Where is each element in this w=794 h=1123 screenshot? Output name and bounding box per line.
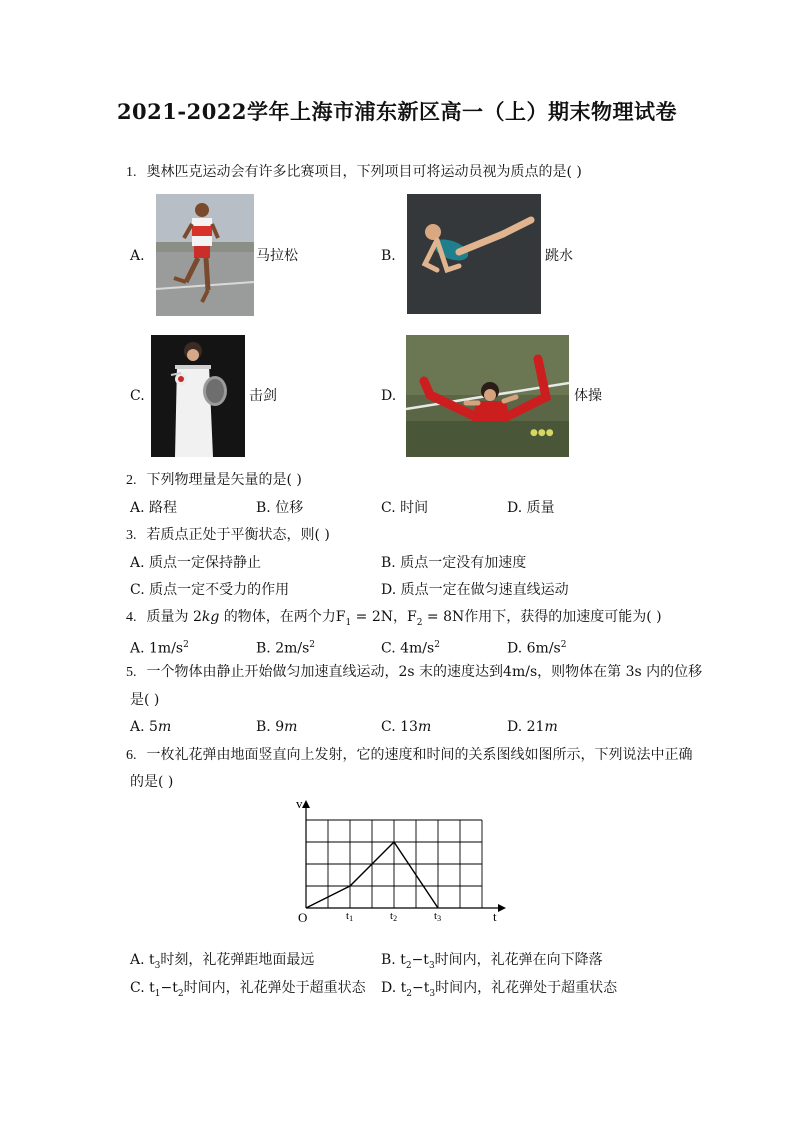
marathon-photo xyxy=(156,194,254,316)
question-text: 下列物理量是矢量的是( ) xyxy=(146,472,302,488)
fencing-photo xyxy=(151,335,245,457)
option-text: 击剑 xyxy=(249,388,277,404)
question-number: 4. xyxy=(126,610,137,625)
option-a: A. 路程 xyxy=(130,500,178,516)
question-number: 5. xyxy=(126,665,137,680)
question-6 xyxy=(126,745,693,766)
option-d: D. $t_2-t_3$时间内，礼花弹处于超重状态 xyxy=(381,980,618,999)
option-letter: C. xyxy=(130,388,145,404)
question-text: 若质点正处于平衡状态，则( ) xyxy=(146,527,330,543)
question-5 xyxy=(126,662,702,683)
page-title: 2021-2022学年上海市浦东新区高一（上）期末物理试卷 xyxy=(116,99,678,124)
option-d: D. 质量 xyxy=(507,500,555,516)
option-c: C. 质点一定不受力的作用 xyxy=(130,582,290,598)
question-text: 一个物体由静止开始做匀加速直线运动，2s 末的速度达到4m/s，则物体在第 3s 内的位移 xyxy=(146,664,703,680)
x-tick-label: t3 xyxy=(434,910,442,923)
x-axis-label: t xyxy=(493,909,497,924)
gymnastics-photo xyxy=(406,335,569,457)
option-b: B. $2m/s^2$ xyxy=(256,640,316,657)
question-text: 一枚礼花弹由地面竖直向上发射，它的速度和时间的关系图线如图所示，下列说法中正确 xyxy=(146,747,693,763)
x-axis-arrow xyxy=(498,904,506,912)
option-c: C. $4m/s^2$ xyxy=(381,640,440,657)
option-a: A. $1m/s^2$ xyxy=(130,640,189,657)
question-4: 4. 质量为 2kg 的物体，在两个力$F_1 = 2N$，$F_2 = 8N$作用下，获得的加速度可能为( ) xyxy=(126,609,662,628)
option-letter: B. xyxy=(381,248,396,264)
y-axis-label: v xyxy=(296,796,303,811)
option-text: 体操 xyxy=(574,388,602,404)
option-c: C. 13m xyxy=(381,719,432,735)
question-number: 1. xyxy=(126,165,137,180)
question-number: 2. xyxy=(126,473,137,488)
x-tick-label: t1 xyxy=(346,910,354,923)
option-text: 马拉松 xyxy=(256,248,298,264)
option-b: B. 9m xyxy=(256,719,298,735)
question-number: 6. xyxy=(126,748,137,763)
option-letter: A. xyxy=(130,248,145,264)
y-axis-arrow xyxy=(302,800,310,808)
option-d: D. 质点一定在做匀速直线运动 xyxy=(381,582,569,598)
option-b: B. $t_2-t_3$时间内，礼花弹在向下降落 xyxy=(381,952,603,971)
option-letter: D. xyxy=(381,388,397,404)
vt-graph-svg xyxy=(288,796,508,926)
question-6-cont: 的是( ) xyxy=(130,774,174,790)
x-tick-label: t2 xyxy=(390,910,398,923)
option-text: 跳水 xyxy=(545,248,573,264)
question-1 xyxy=(126,162,582,183)
diving-photo xyxy=(407,194,541,314)
question-number: 3. xyxy=(126,528,137,543)
question-5-cont: 是( ) xyxy=(130,692,160,708)
option-b: B. 位移 xyxy=(256,500,304,516)
option-d: D. 21m xyxy=(507,719,558,735)
option-a: A. $t_3$时刻，礼花弹距地面最远 xyxy=(130,952,315,971)
option-c: C. $t_1-t_2$时间内，礼花弹处于超重状态 xyxy=(130,980,366,999)
option-c: C. 时间 xyxy=(381,500,429,516)
question-3 xyxy=(126,525,330,546)
option-d: D. $6m/s^2$ xyxy=(507,640,567,657)
option-b: B. 质点一定没有加速度 xyxy=(381,555,527,571)
origin-label: O xyxy=(298,910,308,925)
question-2 xyxy=(126,470,302,491)
question-text: 奥林匹克运动会有许多比赛项目，下列项目可将运动员视为质点的是( ) xyxy=(146,164,582,180)
svg-text:●●●: ●●● xyxy=(530,428,554,438)
vt-graph xyxy=(288,796,508,926)
option-a: A. 5m xyxy=(130,719,172,735)
option-a: A. 质点一定保持静止 xyxy=(130,555,262,571)
